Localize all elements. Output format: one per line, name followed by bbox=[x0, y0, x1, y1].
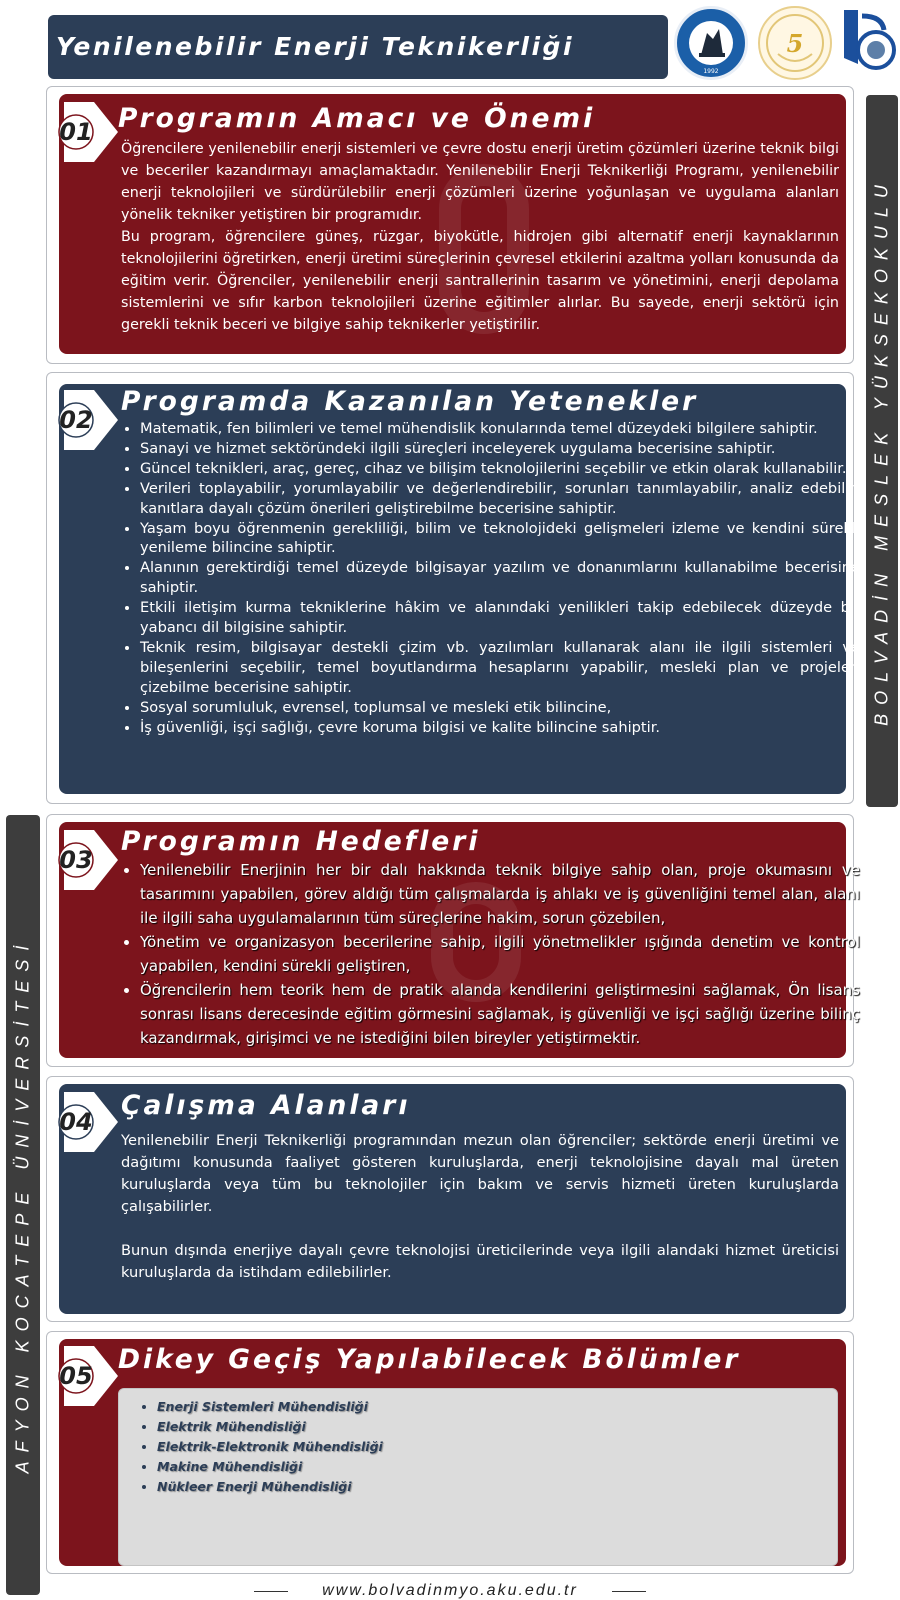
right-sidebar-banner bbox=[866, 95, 898, 807]
list-item: • Matematik, fen bilimleri ve temel mühendislik konularında temel düzeydeki bilgilere sahiptir. bbox=[140, 419, 860, 439]
section-number-04: 04 bbox=[59, 1108, 93, 1136]
section-number-badge-02 bbox=[56, 388, 122, 452]
programs-list bbox=[119, 1389, 837, 1497]
paragraph: Bunun dışında enerjiye dayalı çevre teknolojisi üreticilerinde veya ilgili alandaki hizmet üreticisi kuruluşlarda da istihdam edilebilirler. bbox=[121, 1242, 839, 1281]
footer-divider bbox=[254, 1591, 288, 1592]
footer-divider bbox=[612, 1591, 646, 1592]
section-number-badge-01 bbox=[56, 100, 122, 164]
goals-list bbox=[118, 858, 860, 1050]
section-body-04 bbox=[121, 1130, 839, 1284]
left-sidebar-banner bbox=[6, 815, 40, 1595]
list-item: • Makine Mühendisliği bbox=[157, 1457, 837, 1477]
section-body-01 bbox=[121, 138, 839, 336]
list-item: • Etkili iletişim kurma tekniklerine hâkim ve alanındaki yenilikleri takip edebilecek düzeyde bir yabancı dil bilgisine sahiptir. bbox=[140, 598, 860, 638]
skills-list bbox=[118, 419, 860, 738]
website-link[interactable]: www.bolvadinmyo.aku.edu.tr bbox=[322, 1582, 578, 1599]
list-item: • Elektrik Mühendisliği bbox=[157, 1417, 837, 1437]
section-number-badge-03 bbox=[56, 828, 122, 892]
section-number-02: 02 bbox=[59, 406, 93, 434]
section-title-01: Programın Amacı ve Önemi bbox=[118, 103, 596, 134]
programs-box bbox=[118, 1388, 838, 1566]
section-title-04: Çalışma Alanları bbox=[121, 1090, 411, 1121]
list-item: • Öğrencilerin hem teorik hem de pratik alanda kendilerini geliştirmesini sağlamak, Ön lisans sonrası lisans derecesinde eğitim görmesini sağlamak, iş güvenliği ve işçi sağlığı üzerine bilinç kazandırmak, girişimci ve ne istediğini bilen bireyler yetiştirmektir. bbox=[140, 978, 860, 1050]
page-title: Yenilenebilir Enerji Teknikerliği bbox=[56, 32, 575, 61]
school-name-vertical: BOLVADİN MESLEK YÜKSEKOKULU bbox=[871, 176, 892, 726]
section-number-05: 05 bbox=[59, 1362, 93, 1390]
university-founding-year: 1992 bbox=[703, 68, 719, 75]
university-name-vertical: AFYON KOCATEPE ÜNİVERSİTESİ bbox=[12, 936, 33, 1474]
section-title-05: Dikey Geçiş Yapılabilecek Bölümler bbox=[118, 1344, 741, 1375]
list-item: • Verileri toplayabilir, yorumlayabilir ve değerlendirebilir, sorunları tanımlayabilir, analiz edebilir, kanıtlara dayalı çözüm önerileri geliştirebilme becerisine sahiptir. bbox=[140, 479, 860, 519]
quality-badge-number: 5 bbox=[786, 29, 804, 58]
paragraph: Yenilenebilir Enerji Teknikerliği programından mezun olan öğrenciler; sektörde enerji üretimi ve dağıtımı konusunda faaliyet gösteren kuruluşlarda, enerji teknolojisine dayalı mal üreten kuruluşlarda veya tüm bu teknolojiler için bakım ve servis hizmeti üreten kuruluşlarda çalışabilirler. bbox=[121, 1132, 839, 1215]
section-number-01: 01 bbox=[59, 118, 93, 146]
section-title-02: Programda Kazanılan Yetenekler bbox=[121, 386, 699, 417]
university-seal-logo bbox=[674, 6, 748, 80]
list-item: • Teknik resim, bilgisayar destekli çizim vb. yazılımları kullanarak alanı ile ilgili sistemleri ve bileşenlerini seçebilir, temel boyutlandırma hesaplarını yapabilir, mesleki plan ve projeleri çizebilme becerisine sahiptir. bbox=[140, 638, 860, 698]
list-item: • Yönetim ve organizasyon becerilerine sahip, ilgili yönetmelikler ışığında denetim ve kontrol yapabilen, kendini sürekli geliştiren, bbox=[140, 930, 860, 978]
list-item: • İş güvenliği, işçi sağlığı, çevre koruma bilgisi ve kalite bilincine sahiptir. bbox=[140, 718, 860, 738]
page-title-bar bbox=[48, 15, 668, 79]
list-item: • Sanayi ve hizmet sektöründeki ilgili süreçleri inceleyerek uygulama becerisine sahiptir. bbox=[140, 439, 860, 459]
section-title-03: Programın Hedefleri bbox=[121, 826, 481, 857]
paragraph: Bu program, öğrencilere güneş, rüzgar, biyokütle, hidrojen gibi alternatif enerji kaynaklarının teknolojilerini öğretirken, enerji üretimi süreçlerinin çevresel etkilerini azaltma yolları konusunda da eğitim verir. Öğrenciler, yenilenebilir enerji santrallerinin tasarım ve yönetimini, enerji depolama sistemlerini ve sıfır karbon teknolojileri üzerine eğitimler alırlar. Bu sayede, enerji sektörü için gerekli teknik beceri ve bilgiye sahip teknikerler yetiştirilir. bbox=[121, 229, 839, 333]
footer bbox=[0, 1582, 900, 1600]
paragraph: Öğrencilere yenilenebilir enerji sistemleri ve çevre dostu enerji üretim çözümleri üzerine teknik bilgi ve beceriler kazandırmayı amaçlamaktadır. Yenilenebilir Enerji Teknikerliği Programı, yenilenebilir enerji teknolojileri ve sürdürülebilir enerji çözümleri üzerine yoğunlaşan ve uygulama alanları yönelik tekniker yetiştiren bir programıdır. bbox=[121, 141, 839, 223]
list-item: • Enerji Sistemleri Mühendisliği bbox=[157, 1397, 837, 1417]
section-number-badge-04 bbox=[56, 1090, 122, 1154]
quality-badge-logo bbox=[758, 6, 832, 80]
section-number-badge-05 bbox=[56, 1344, 122, 1408]
bolvadin-myo-logo bbox=[838, 6, 900, 80]
list-item: • Sosyal sorumluluk, evrensel, toplumsal ve mesleki etik bilincine, bbox=[140, 698, 860, 718]
list-item: • Yaşam boyu öğrenmenin gerekliliği, bilim ve teknolojideki gelişmeleri izleme ve kendini sürekli yenileme bilincine sahiptir. bbox=[140, 519, 860, 559]
list-item: • Elektrik-Elektronik Mühendisliği bbox=[157, 1437, 837, 1457]
section-number-03: 03 bbox=[59, 846, 93, 874]
list-item: • Güncel teknikleri, araç, gereç, cihaz ve bilişim teknolojilerini seçebilir ve etkin olarak kullanabilir. bbox=[140, 459, 860, 479]
list-item: • Nükleer Enerji Mühendisliği bbox=[157, 1477, 837, 1497]
list-item: • Alanının gerektirdiği temel düzeyde bilgisayar yazılım ve donanımlarını kullanabilme becerisine sahiptir. bbox=[140, 558, 860, 598]
list-item: • Yenilenebilir Enerjinin her bir dalı hakkında teknik bilgiye sahip olan, proje okumasını ve tasarımını yapabilen, görev aldığı tüm çalışmalarda iş ahlakı ve iş güvenliğini temel alan, alanı ile ilgili saha uygulamalarının tüm süreçlerine hakim, sorun çözebilen, bbox=[140, 858, 860, 930]
